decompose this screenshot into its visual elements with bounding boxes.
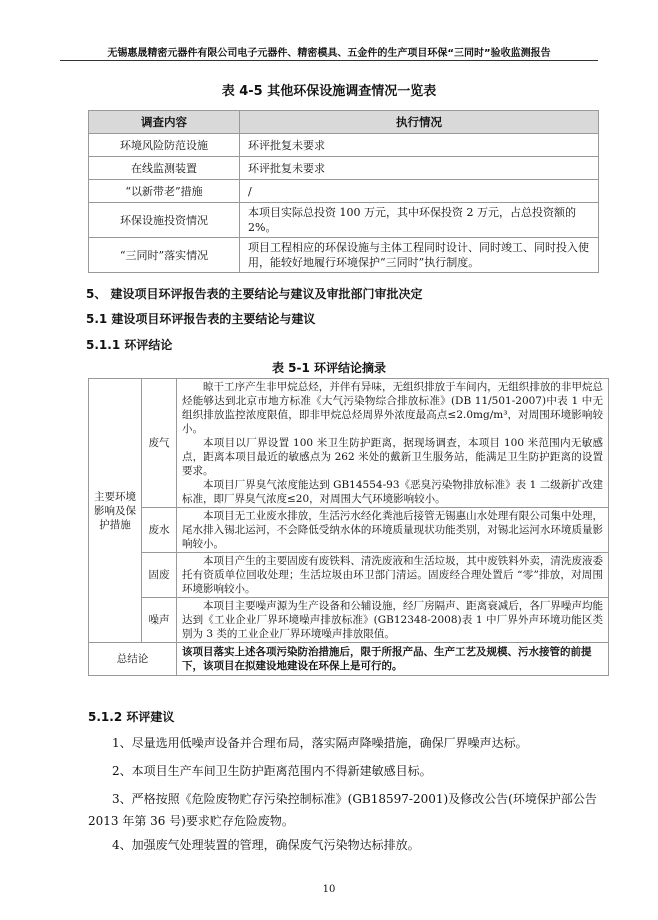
conclusion-label: 总结论	[89, 643, 177, 676]
table-4-5	[88, 110, 599, 273]
table-row	[89, 157, 599, 180]
content-paragraph: 本项目主要噪声源为生产设备和公辅设施，经厂房隔声、距离衰减后，各厂界噪声均能达到《工业企业厂界环境噪声排放标准》(GB12348-2008)表 1 中厂界外声环境功能区类别为 3 类的工业企业厂界环境噪声排放限值。	[182, 600, 603, 640]
table-4-5-caption: 表 4-5 其他环保设施调查情况一览表	[221, 84, 437, 99]
table-row	[89, 598, 609, 643]
group-label: 主要环境影响及保护措施	[89, 379, 142, 643]
category-label: 废气	[142, 379, 177, 508]
table-row	[89, 134, 599, 157]
category-content	[177, 379, 609, 508]
table-row	[89, 508, 609, 553]
cell-status: 本项目实际总投资 100 万元，其中环保投资 2 万元，占总投资额的 2%。	[240, 203, 599, 238]
table-header-row	[89, 111, 599, 134]
page-number: 10	[322, 884, 336, 895]
category-content	[177, 598, 609, 643]
cell-status: 环评批复未要求	[240, 157, 599, 180]
recommendation-item: 4、加强废气处理装置的管理，确保废气污染物达标排放。	[112, 838, 420, 852]
recommendation-item: 2、本项目生产车间卫生防护距离范围内不得新建敏感目标。	[112, 764, 432, 778]
cell-status: /	[240, 180, 599, 203]
running-header: 无锡惠晟精密元器件有限公司电子元器件、精密模具、五金件的生产项目环保“三同时”验收监测报告	[107, 48, 551, 59]
category-content	[177, 553, 609, 598]
table-row	[89, 203, 599, 238]
column-header-status: 执行情况	[240, 111, 599, 134]
cell-item: “以新带老”措施	[89, 180, 240, 203]
conclusion-text: 该项目落实上述各项污染防治措施后，限于所报产品、生产工艺及规模、污水接管的前提下，该项目在拟建设地建设在环保上是可行的。	[177, 643, 609, 676]
table-row	[89, 553, 609, 598]
cell-status: 项目工程相应的环保设施与主体工程同时设计、同时竣工、同时投入使用，能较好地履行环境保护“三同时”执行制度。	[240, 238, 599, 273]
section-5-1-1-heading: 5.1.1 环评结论	[86, 338, 173, 352]
table-row	[89, 238, 599, 273]
content-paragraph: 本项目产生的主要固废有废铁料、清洗废液和生活垃圾，其中废铁料外卖，清洗废液委托有资质单位回收处理；生活垃圾由环卫部门清运。固废经合理处置后 “零”排放，对周围环境影响较小。	[182, 555, 603, 595]
section-5-heading: 5、 建设项目环评报告表的主要结论与建议及审批部门审批决定	[86, 287, 423, 301]
content-paragraph: 本项目以厂界设置 100 米卫生防护距离，据现场调查，本项目 100 米范围内无敏感点，距离本项目最近的敏感点为 262 米处的戴新卫生服务站，能满足卫生防护距离的设置要求。	[182, 437, 603, 477]
cell-status: 环评批复未要求	[240, 134, 599, 157]
table-5-1-caption: 表 5-1 环评结论摘录	[271, 361, 387, 375]
table-row	[89, 379, 609, 508]
column-header-item: 调查内容	[89, 111, 240, 134]
table-row	[89, 180, 599, 203]
recommendation-item: 3、严格按照《危险废物贮存污染控制标准》(GB18597-2001)及修改公告(环境保护部公告 2013 年第 36 号)要求贮存危险废物。	[88, 792, 597, 828]
cell-item: 环境风险防范设施	[89, 134, 240, 157]
content-paragraph: 本项目无工业废水排放，生活污水经化粪池后接管无锡惠山水处理有限公司集中处理，尾水排入锡北运河，不会降低受纳水体的环境质量现状功能类别，对锡北运河水环境质量影响较小。	[182, 510, 603, 550]
category-label: 噪声	[142, 598, 177, 643]
cell-item: “三同时”落实情况	[89, 238, 240, 273]
section-5-1-heading: 5.1 建设项目环评报告表的主要结论与建议	[86, 312, 316, 326]
category-label: 废水	[142, 508, 177, 553]
header-rule	[60, 60, 598, 61]
cell-item: 在线监测装置	[89, 157, 240, 180]
category-label: 固废	[142, 553, 177, 598]
table-row	[89, 643, 609, 676]
content-paragraph: 晾干工序产生非甲烷总烃，并伴有异味，无组织排放于车间内，无组织排放的非甲烷总烃能够达到北京市地方标准《大气污染物综合排放标准》(DB 11/501-2007)中表 1 中无组织排放监控浓度限值，即非甲烷总烃周界外浓度最高点≤2.0mg/m³，对周围环境影响较小。	[182, 381, 603, 435]
section-5-1-2-heading: 5.1.2 环评建议	[88, 710, 175, 724]
content-paragraph: 本项目厂界臭气浓度能达到 GB14554-93《恶臭污染物排放标准》表 1 二级新扩改建标准，即厂界臭气浓度≤20，对周围大气环境影响较小。	[182, 479, 603, 505]
table-5-1	[88, 378, 609, 676]
cell-item: 环保设施投资情况	[89, 203, 240, 238]
category-content	[177, 508, 609, 553]
recommendation-item: 1、尽量选用低噪声设备并合理布局，落实隔声降噪措施，确保厂界噪声达标。	[112, 736, 528, 750]
